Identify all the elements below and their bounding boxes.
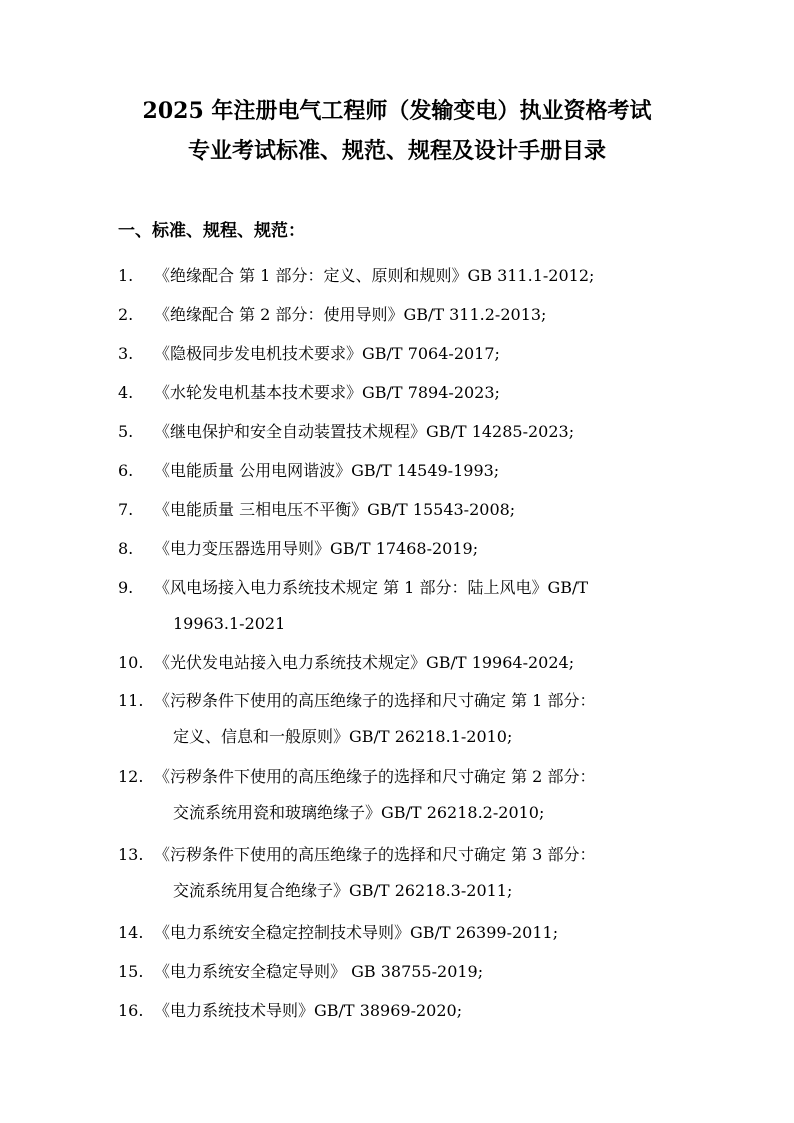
item-text: 《电能质量 公用电网谐波》GB/T 14549-1993; (154, 461, 500, 480)
item-number: 13. (118, 845, 144, 864)
item-number: 3. (118, 344, 134, 363)
item-number: 2. (118, 305, 134, 324)
item-number: 15. (118, 962, 144, 981)
item-text-continued: 交流系统用复合绝缘子》GB/T 26218.3-2011; (173, 881, 513, 900)
item-text: 《污秽条件下使用的高压绝缘子的选择和尺寸确定 第 2 部分： (154, 767, 596, 786)
item-number: 12. (118, 767, 144, 786)
item-text: 《继电保护和安全自动装置技术规程》GB/T 14285-2023; (154, 422, 575, 441)
item-text-continued: 19963.1-2021 (173, 614, 286, 633)
item-text: 《电力变压器选用导则》GB/T 17468-2019; (154, 539, 479, 558)
document-title-line-2: 专业考试标准、规范、规程及设计手册目录 (187, 138, 606, 164)
item-text: 《电力系统技术导则》GB/T 38969-2020; (154, 1001, 463, 1020)
item-text: 《污秽条件下使用的高压绝缘子的选择和尺寸确定 第 1 部分： (154, 691, 596, 710)
item-text: 《污秽条件下使用的高压绝缘子的选择和尺寸确定 第 3 部分： (154, 845, 596, 864)
item-number: 1. (118, 266, 134, 285)
item-text: 《绝缘配合 第 1 部分：定义、原则和规则》GB 311.1-2012; (154, 266, 595, 285)
document-title-line-1: 2025 年注册电气工程师（发输变电）执业资格考试 (142, 98, 652, 124)
item-number: 10. (118, 653, 144, 672)
item-number: 9. (118, 578, 134, 597)
item-text: 《绝缘配合 第 2 部分：使用导则》GB/T 311.2-2013; (154, 305, 547, 324)
item-number: 4. (118, 383, 134, 402)
item-number: 7. (118, 500, 134, 519)
item-text: 《隐极同步发电机技术要求》GB/T 7064-2017; (154, 344, 500, 363)
item-text: 《电力系统安全稳定导则》 GB 38755-2019; (154, 962, 484, 981)
item-number: 11. (118, 691, 144, 710)
item-text-continued: 定义、信息和一般原则》GB/T 26218.1-2010; (173, 727, 513, 746)
item-text: 《光伏发电站接入电力系统技术规定》GB/T 19964-2024; (154, 653, 575, 672)
item-number: 16. (118, 1001, 144, 1020)
item-text: 《电能质量 三相电压不平衡》GB/T 15543-2008; (154, 500, 516, 519)
item-text-continued: 交流系统用瓷和玻璃绝缘子》GB/T 26218.2-2010; (173, 803, 545, 822)
section-heading: 一、标准、规程、规范： (118, 221, 305, 241)
item-text: 《电力系统安全稳定控制技术导则》GB/T 26399-2011; (154, 923, 559, 942)
item-number: 6. (118, 461, 134, 480)
item-text: 《风电场接入电力系统技术规定 第 1 部分：陆上风电》GB/T (154, 578, 589, 597)
item-text: 《水轮发电机基本技术要求》GB/T 7894-2023; (154, 383, 500, 402)
item-number: 8. (118, 539, 134, 558)
item-number: 14. (118, 923, 144, 942)
item-number: 5. (118, 422, 134, 441)
